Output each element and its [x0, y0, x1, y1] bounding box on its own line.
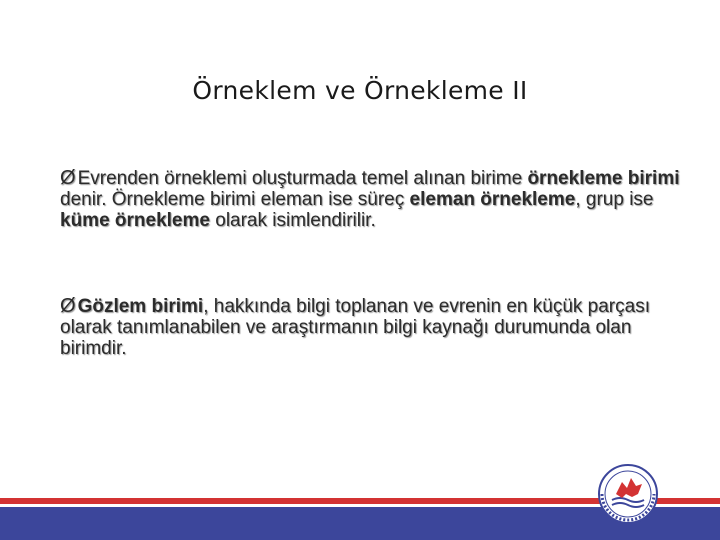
- paragraph1-bold-1: örnekleme birimi: [527, 168, 680, 189]
- paragraph1-bold-2: eleman örnekleme: [409, 189, 576, 210]
- paragraph2-text-1: , hakkında bilgi toplanan ve evrenin en küçük parçası olarak tanımlanabilen ve araştırmanın bilgi kaynağı durumunda olan birimdir.: [60, 296, 650, 359]
- bullet-arrow-icon: Ø: [60, 167, 76, 189]
- paragraph1-text-1: Evrenden örneklemi oluşturmada temel alınan birime: [77, 168, 528, 189]
- paragraph1-text-2: denir. Örnekleme birimi eleman ise süreç: [60, 189, 410, 210]
- paragraph1-bold-3: küme örnekleme: [60, 210, 210, 231]
- paragraph1-text-3: , grup ise: [575, 189, 654, 210]
- bullet-paragraph-observation-unit: [60, 296, 680, 359]
- university-seal-icon: [598, 464, 658, 524]
- paragraph1-text-4: olarak isimlendirilir.: [209, 210, 376, 231]
- slide-title: Örneklem ve Örnekleme II: [192, 76, 528, 105]
- bullet-arrow-icon: Ø: [60, 295, 76, 317]
- paragraph2-bold-1: Gözlem birimi: [77, 296, 204, 317]
- bullet-paragraph-sampling-unit: [60, 168, 680, 231]
